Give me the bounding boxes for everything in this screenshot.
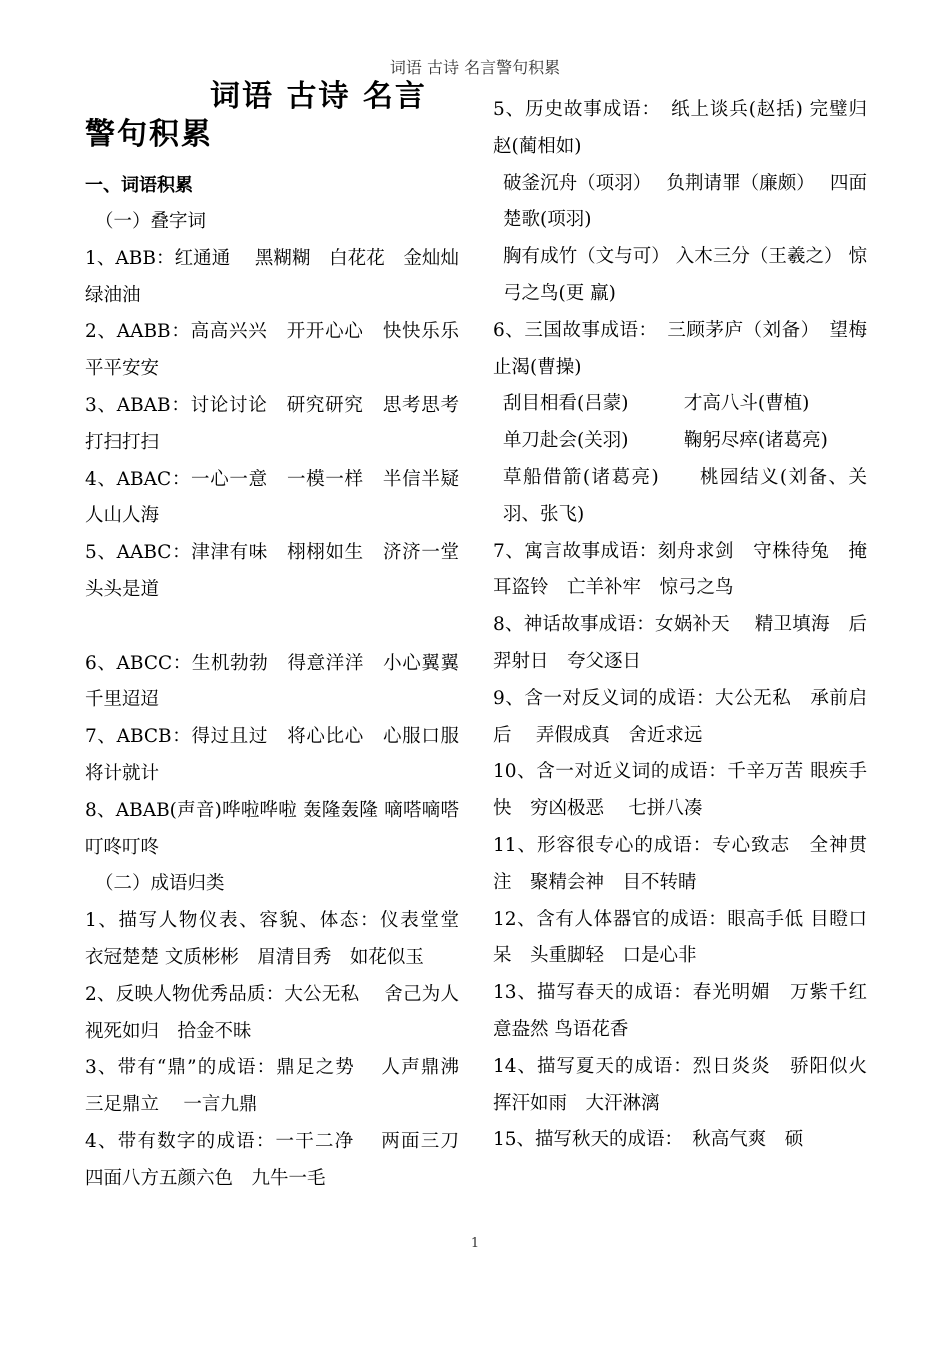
list-item: 4、ABAC：一心一意 一模一样 半信半疑 人山人海	[85, 468, 478, 527]
title-line-1: 词语 古诗 名言	[210, 79, 427, 114]
page-number: 1	[470, 1236, 480, 1251]
list-item: 1、ABB：红通通 黑糊糊 白花花 金灿灿 绿油油	[85, 247, 478, 306]
list-item: 破釜沉舟（项羽） 负荆请罪（廉颇） 四面楚歌(项羽)	[503, 172, 867, 231]
document-title	[85, 78, 459, 154]
list-item: 3、ABAB：讨论讨论 研究研究 思考思考 打扫打扫	[85, 394, 478, 453]
right-column	[493, 92, 886, 1159]
list-item: 10、含一对近义词的成语：千辛万苦 眼疾手快 穷凶极恶 七拼八凑	[493, 761, 867, 820]
subsection-heading: （一）叠字词	[95, 211, 207, 232]
list-item: 7、寓言故事成语：刻舟求剑 守株待兔 掩耳盗铃 亡羊补牢 惊弓之鸟	[493, 540, 867, 599]
list-item: 6、ABCC：生机勃勃 得意洋洋 小心翼翼 千里迢迢	[85, 652, 478, 711]
list-item: 单刀赴会(关羽) 鞠躬尽瘁(诸葛亮)	[503, 430, 828, 452]
section-heading: 一、词语积累	[85, 175, 193, 196]
page-header: 词语 古诗 名言警句积累	[389, 58, 561, 77]
list-item: 15、描写秋天的成语： 秋高气爽 硕	[493, 1129, 804, 1151]
list-item: 1、描写人物仪表、容貌、体态：仪表堂堂 衣冠楚楚 文质彬彬 眉清目秀 如花似玉	[85, 910, 478, 968]
list-item: 6、三国故事成语： 三顾茅庐（刘备） 望梅止渴(曹操)	[493, 319, 867, 378]
list-item: 13、描写春天的成语：春光明媚 万紫千红 意盎然 鸟语花香	[493, 982, 886, 1040]
list-item: 11、形容很专心的成语：专心致志 全神贯注 聚精会神 目不转睛	[493, 834, 867, 893]
list-item: 5、历史故事成语： 纸上谈兵(赵括) 完璧归赵(蔺相如)	[493, 99, 867, 157]
list-item: 4、带有数字的成语：一干二净 两面三刀 四面八方五颜六色 九牛一毛	[85, 1130, 478, 1189]
blank-line	[85, 609, 459, 646]
list-item: 8、神话故事成语：女娲补天 精卫填海 后羿射日 夸父逐日	[493, 614, 867, 672]
list-item: 14、描写夏天的成语：烈日炎炎 骄阳似火 挥汗如雨 大汗淋漓	[493, 1055, 886, 1114]
title-line-2: 警句积累	[85, 117, 213, 152]
subsection-heading: （二）成语归类	[95, 873, 225, 895]
list-item: 3、带有“鼎”的成语：鼎足之势 人声鼎沸 三足鼎立 一言九鼎	[85, 1057, 478, 1116]
list-item: 5、AABC：津津有味 栩栩如生 济济一堂 头头是道	[85, 542, 478, 600]
list-item: 8、ABAB(声音)哗啦哗啦 轰隆轰隆 嘀嗒嘀嗒 叮咚叮咚	[85, 799, 459, 858]
list-item: 刮目相看(吕蒙) 才高八斗(曹植)	[503, 393, 810, 415]
list-item: 12、含有人体器官的成语：眼高手低 目瞪口呆 头重脚轻 口是心非	[493, 908, 867, 967]
list-item: 7、ABCB：得过且过 将心比心 心服口服 将计就计	[85, 726, 478, 784]
list-item: 2、反映人物优秀品质：大公无私 舍己为人 视死如归 拾金不昧	[85, 983, 478, 1042]
left-column	[85, 79, 478, 1198]
list-item: 9、含一对反义词的成语：大公无私 承前启后 弄假成真 舍近求远	[493, 687, 867, 746]
list-item: 草船借箭(诸葛亮) 桃园结义(刘备、关羽、张飞)	[503, 466, 867, 525]
list-item: 胸有成竹（文与可） 入木三分（王羲之） 惊弓之鸟(更 羸)	[503, 246, 867, 304]
list-item: 2、AABB：高高兴兴 开开心心 快快乐乐 平平安安	[85, 321, 478, 380]
